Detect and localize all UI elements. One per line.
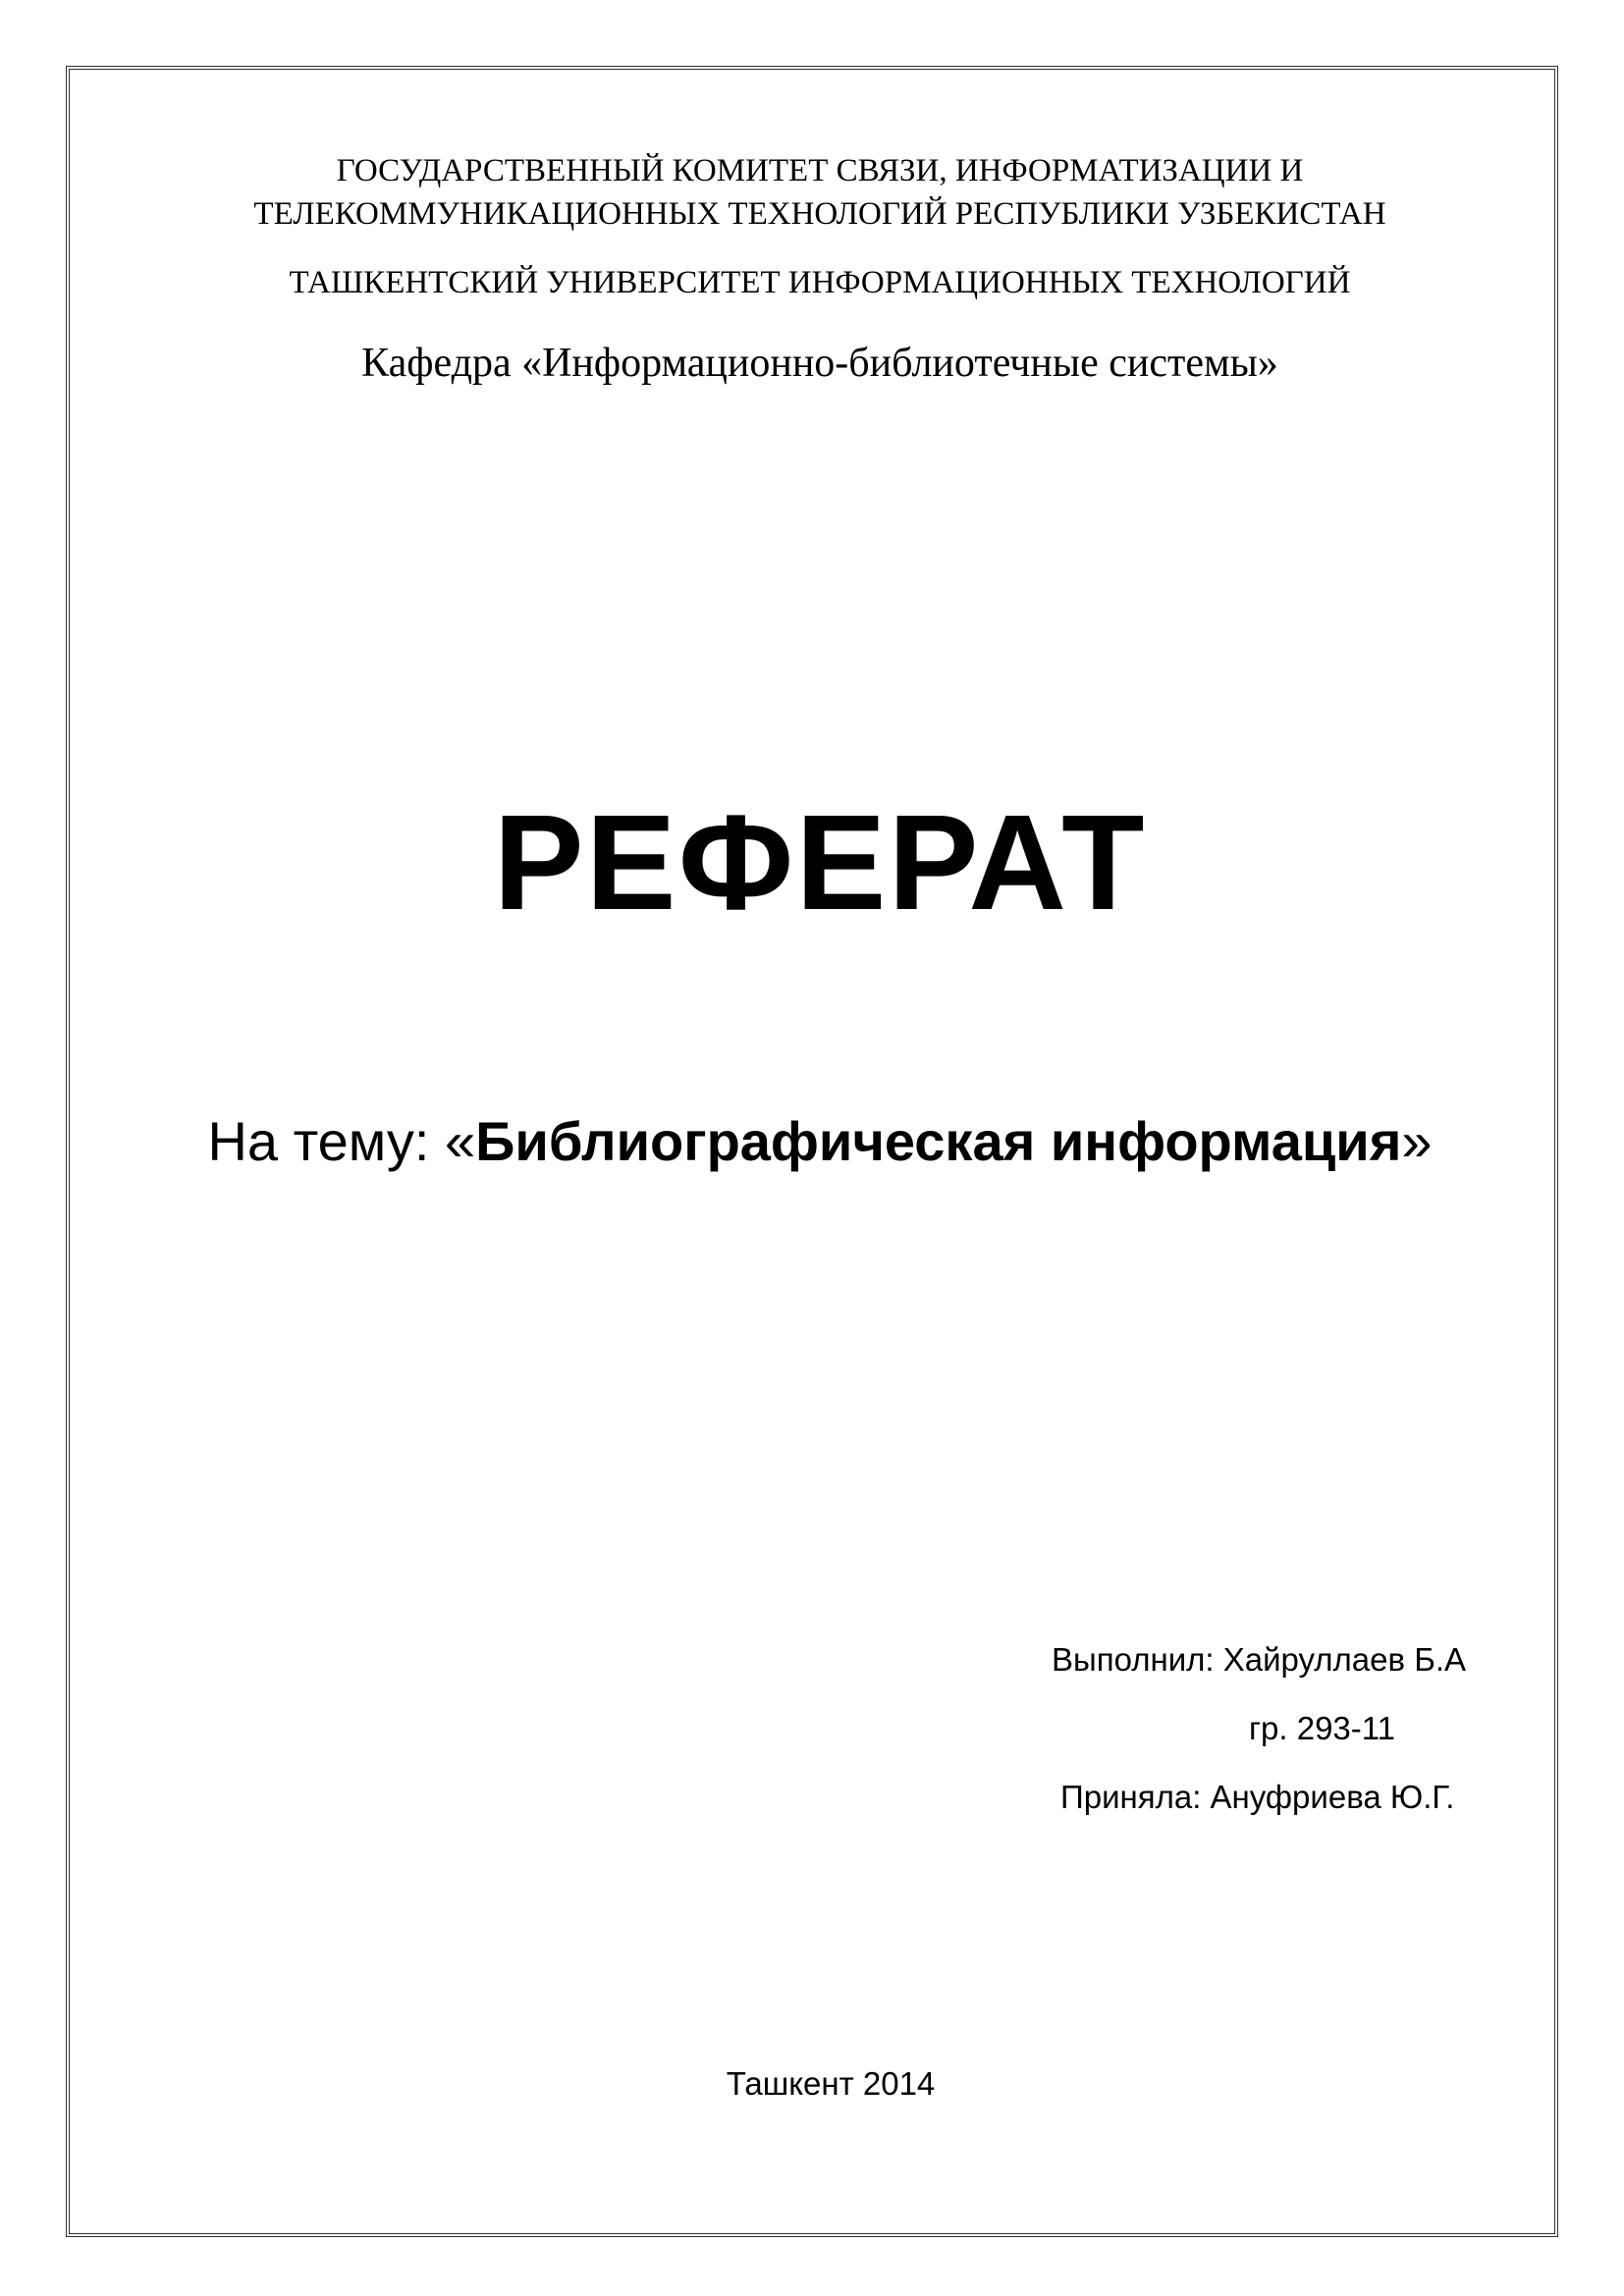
university-name: ТАШКЕНТСКИЙ УНИВЕРСИТЕТ ИНФОРМАЦИОННЫХ ТЕХНОЛОГИЙ — [289, 265, 1351, 300]
group-number: гр. 293-11 — [1249, 1710, 1396, 1746]
author-credit: Выполнил: Хайруллаев Б.А — [1052, 1641, 1467, 1678]
reviewer-credit: Приняла: Ануфриева Ю.Г. — [1060, 1779, 1455, 1815]
department-name: Кафедра «Информационно-библиотечные системы» — [361, 341, 1278, 386]
city-year: Ташкент 2014 — [726, 2065, 936, 2102]
topic-suffix: » — [1401, 1110, 1433, 1172]
topic-prefix: На тему: « — [207, 1110, 476, 1172]
document-topic — [8, 1109, 1624, 1173]
organization-line-1: ГОСУДАРСТВЕННЫЙ КОМИТЕТ СВЯЗИ, ИНФОРМАТИЗАЦИИ И — [336, 153, 1304, 188]
organization-line-2: ТЕЛЕКОММУНИКАЦИОННЫХ ТЕХНОЛОГИЙ РЕСПУБЛИКИ УЗБЕКИСТАН — [253, 196, 1386, 232]
topic-subject: Библиографическая информация — [475, 1110, 1402, 1172]
document-title: РЕФЕРАТ — [493, 787, 1147, 938]
